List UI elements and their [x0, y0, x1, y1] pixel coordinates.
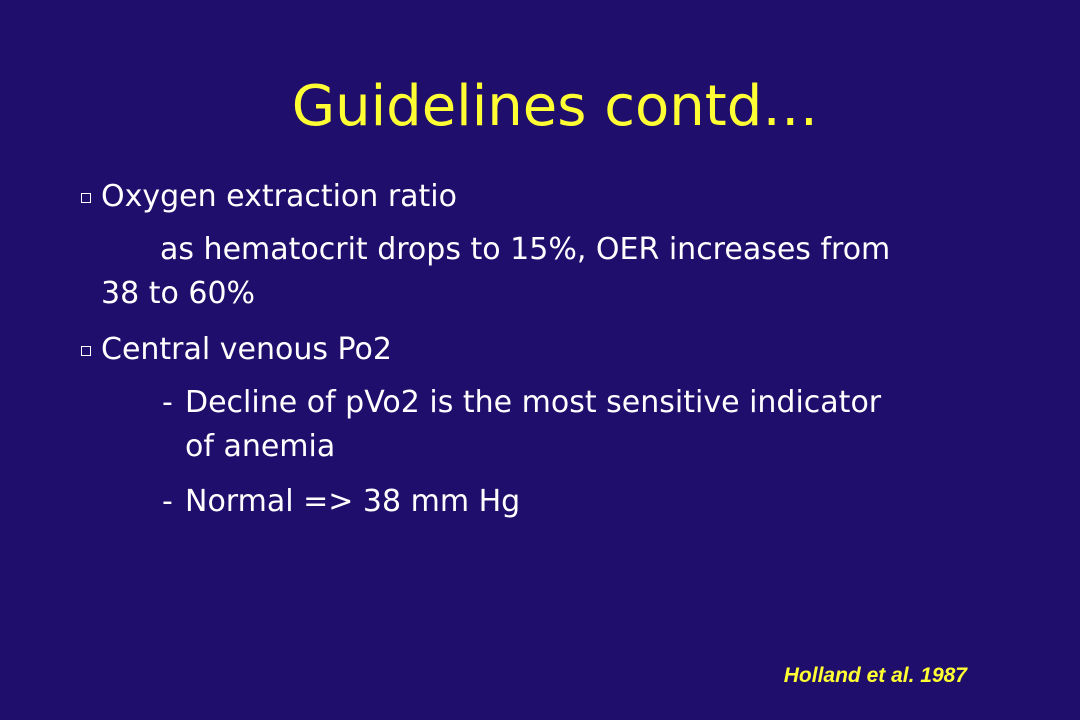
bullet-heading-central-venous: Central venous Po2: [101, 332, 392, 367]
sub-item-decline-line2: of anemia: [185, 429, 336, 464]
dash-marker: -: [162, 484, 173, 519]
slide-title: Guidelines contd…: [291, 74, 819, 139]
bullet-detail-line1: as hematocrit drops to 15%, OER increases from: [160, 232, 891, 267]
sub-item-decline-line1: Decline of pVo2 is the most sensitive indicator: [185, 385, 882, 420]
bullet-heading-oxygen-extraction: Oxygen extraction ratio: [101, 179, 458, 214]
bullet-detail-line2: 38 to 60%: [101, 276, 256, 311]
dash-marker: -: [162, 385, 173, 420]
square-bullet-icon: [81, 346, 91, 356]
sub-item-normal: Normal => 38 mm Hg: [185, 484, 521, 519]
citation: Holland et al. 1987: [783, 664, 967, 687]
square-bullet-icon: [81, 193, 91, 203]
